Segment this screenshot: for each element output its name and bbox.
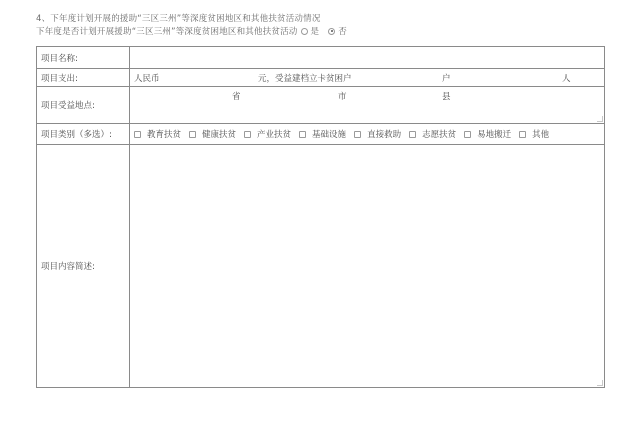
category-option[interactable] xyxy=(134,128,181,140)
category-option-label: 易地搬迁 xyxy=(477,130,512,140)
expense-yuan-text: 元，受益建档立卡贫困户 xyxy=(258,73,352,84)
plan-question-row xyxy=(36,25,353,37)
row-expense xyxy=(37,69,605,87)
plan-question: 下年度是否计划开展援助“三区三州”等深度贫困地区和其他扶贫活动 xyxy=(36,27,298,37)
expense-currency: 人民币 xyxy=(134,73,160,84)
radio-no[interactable] xyxy=(328,28,335,35)
category-option-label: 教育扶贫 xyxy=(147,130,182,140)
category-option-label: 产业扶贫 xyxy=(257,130,292,140)
expense-label: 项目支出: xyxy=(37,69,130,87)
checkbox-icon[interactable] xyxy=(134,131,141,138)
category-option[interactable] xyxy=(244,128,291,140)
category-option[interactable] xyxy=(409,128,456,140)
checkbox-icon[interactable] xyxy=(464,131,471,138)
category-option-label: 直接救助 xyxy=(367,130,402,140)
expense-ren-text: 人 xyxy=(562,73,571,84)
description-label: 项目内容简述: xyxy=(37,145,130,388)
category-label: 项目类别（多选）: xyxy=(37,124,130,145)
resize-handle[interactable] xyxy=(597,380,603,386)
checkbox-icon[interactable] xyxy=(354,131,361,138)
resize-handle[interactable] xyxy=(597,116,603,122)
category-option[interactable] xyxy=(354,128,401,140)
category-option[interactable] xyxy=(189,128,236,140)
category-option[interactable] xyxy=(299,128,346,140)
category-option[interactable] xyxy=(464,128,511,140)
checkbox-icon[interactable] xyxy=(519,131,526,138)
location-county: 县 xyxy=(442,92,451,102)
checkbox-icon[interactable] xyxy=(244,131,251,138)
project-form-table xyxy=(36,46,605,388)
expense-hu-text: 户 xyxy=(442,73,451,84)
row-project-name xyxy=(37,47,605,69)
location-province: 省 xyxy=(232,92,241,102)
checkbox-icon[interactable] xyxy=(189,131,196,138)
radio-yes[interactable] xyxy=(301,28,308,35)
category-option-label: 健康扶贫 xyxy=(202,130,237,140)
location-city: 市 xyxy=(338,92,347,102)
category-option-label: 基础设施 xyxy=(312,130,347,140)
row-category xyxy=(37,124,605,145)
section-heading: 4、下年度计划开展的援助“三区三州”等深度贫困地区和其他扶贫活动情况 xyxy=(36,14,321,24)
checkbox-icon[interactable] xyxy=(409,131,416,138)
row-description xyxy=(37,145,605,388)
expense-field[interactable] xyxy=(130,69,605,87)
radio-no-label: 否 xyxy=(338,27,347,37)
row-location xyxy=(37,87,605,124)
category-option[interactable] xyxy=(519,128,549,140)
description-textarea[interactable] xyxy=(130,145,605,388)
location-field[interactable] xyxy=(130,87,605,124)
checkbox-icon[interactable] xyxy=(299,131,306,138)
project-name-field[interactable] xyxy=(130,47,605,69)
radio-yes-label: 是 xyxy=(310,27,320,37)
location-label: 项目受益地点: xyxy=(37,87,130,124)
project-name-label: 项目名称: xyxy=(37,47,130,69)
category-option-label: 志愿扶贫 xyxy=(422,130,457,140)
category-option-label: 其他 xyxy=(532,130,550,140)
category-field xyxy=(130,124,605,145)
